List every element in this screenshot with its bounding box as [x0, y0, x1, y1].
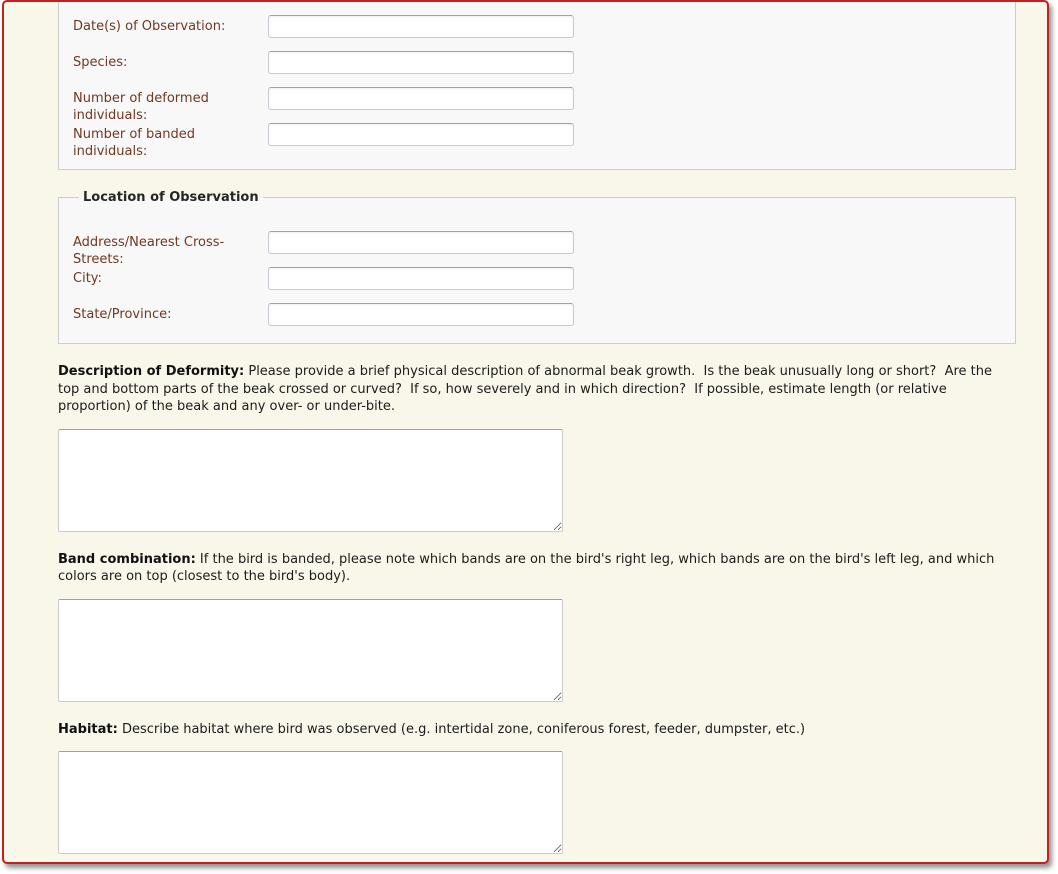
location-of-observation-fieldset: [58, 190, 1016, 344]
habitat-instructions: [58, 721, 1016, 739]
band-combination-text: If the bird is banded, please note which bands are on the bird's right leg, which bands are on the bird's left leg, and which colors are on top (closest to the bird's body).: [58, 551, 999, 584]
description-of-deformity-instructions: [58, 363, 1016, 416]
city-label: City:: [73, 271, 102, 286]
habitat-label: Habitat:: [58, 721, 118, 737]
report-form-page: [2, 0, 1049, 864]
address-input[interactable]: [268, 231, 574, 254]
location-of-observation-legend: Location of Observation: [83, 190, 259, 205]
deformed-count-input[interactable]: [268, 87, 574, 110]
band-combination-label: Band combination:: [58, 551, 196, 567]
form-row-date-of-observation: [73, 15, 1001, 51]
description-of-deformity-label: Description of Deformity:: [58, 364, 245, 379]
city-input[interactable]: [268, 267, 574, 290]
banded-count-label: Number of banded individuals:: [73, 127, 195, 159]
state-province-input[interactable]: [268, 303, 574, 326]
address-label: Address/Nearest Cross-Streets:: [73, 235, 225, 267]
form-row-species: [73, 51, 1001, 87]
habitat-textarea[interactable]: [58, 751, 563, 854]
description-of-deformity-textarea[interactable]: [58, 429, 563, 532]
banded-count-input[interactable]: [268, 123, 574, 146]
observation-details-box: [58, 0, 1016, 170]
deformed-count-label: Number of deformed individuals:: [73, 91, 209, 123]
state-province-label: State/Province:: [73, 307, 172, 322]
date-of-observation-label: Date(s) of Observation:: [73, 19, 226, 34]
form-row-state-province: [73, 303, 1001, 339]
band-combination-instructions: [58, 551, 1016, 586]
species-label: Species:: [73, 55, 128, 70]
habitat-text: Describe habitat where bird was observed (e.g. intertidal zone, coniferous forest, feeder, dumpster, etc.): [117, 721, 806, 737]
form-content: [58, 0, 1016, 854]
band-combination-textarea[interactable]: [58, 599, 563, 702]
form-row-address: [73, 231, 1001, 267]
description-of-deformity-text: Please provide a brief physical description of abnormal beak growth. Is the beak unusually long or short? Are the top and bottom parts of the beak crossed or curved? If so, how severely and in which direction? If possible, estimate length (or relative proportion) of the beak and any over- or under-bite.: [58, 364, 997, 414]
form-row-city: [73, 267, 1001, 303]
form-row-deformed-count: [73, 87, 1001, 123]
species-input[interactable]: [268, 51, 574, 74]
date-of-observation-input[interactable]: [268, 15, 574, 38]
form-row-banded-count: [73, 123, 1001, 159]
